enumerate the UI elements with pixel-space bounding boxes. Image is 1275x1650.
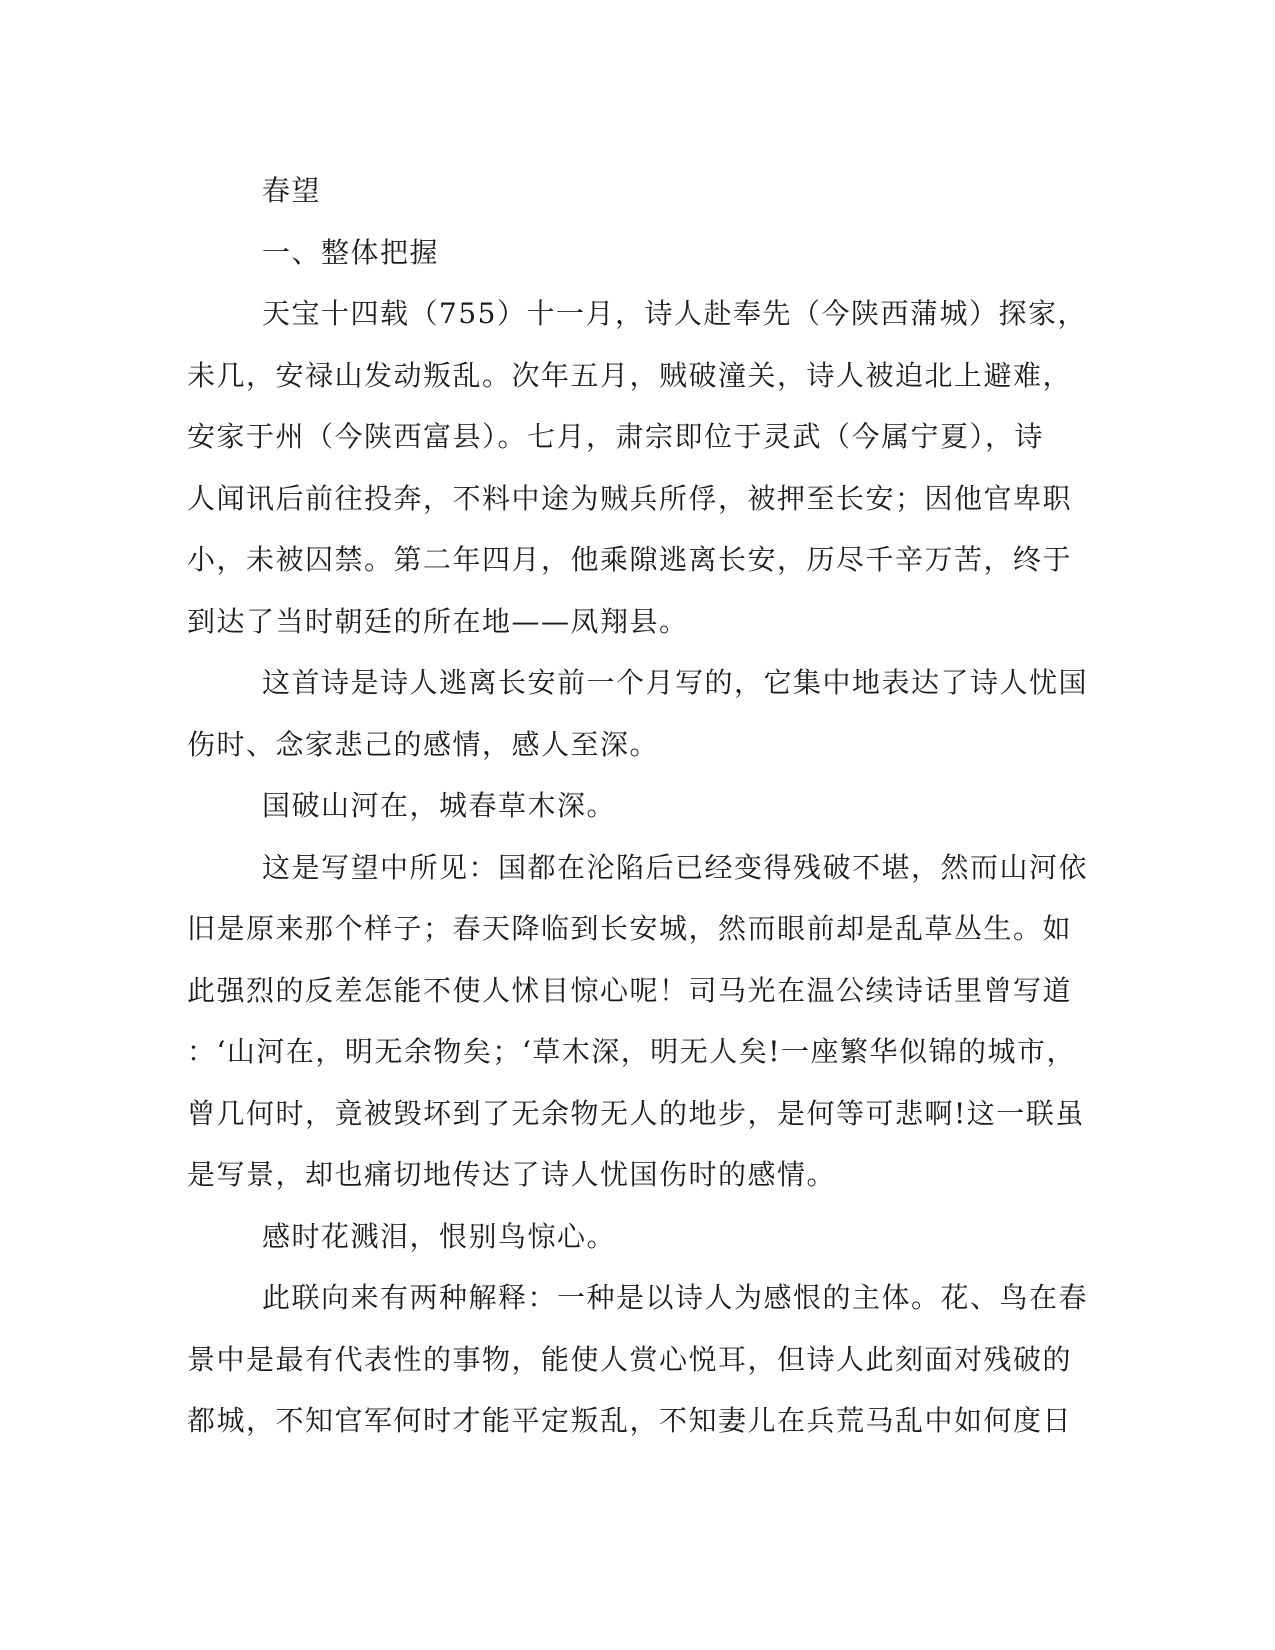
text-line: 未几，安禄山发动叛乱。次年五月，贼破潼关，诗人被迫北上避难， — [187, 358, 1073, 392]
text-line: 小，未被囚禁。第二年四月，他乘隙逃离长安，历尽千辛万苦，终于 — [187, 543, 1073, 576]
text-line: 此联向来有两种解释：一种是以诗人为感恨的主体。花、鸟在春 — [262, 1281, 1089, 1314]
text-line: 这是写望中所见：国都在沦陷后已经变得残破不堪，然而山河依 — [262, 850, 1089, 884]
text-line: 旧是原来那个样子；春天降临到长安城，然而眼前却是乱草丛生。如 — [187, 912, 1073, 945]
verse-line: 感时花溅泪，恨别鸟惊心。 — [262, 1219, 617, 1253]
paragraph-analysis-1 — [187, 837, 1089, 1206]
text-line: 景中是最有代表性的事物，能使人赏心悦耳，但诗人此刻面对残破的 — [187, 1342, 1073, 1376]
paragraph-summary — [187, 652, 1089, 775]
text-line: 这首诗是诗人逃离长安前一个月写的，它集中地表达了诗人忧国 — [262, 666, 1089, 699]
verse-line: 国破山河在，城春草木深。 — [262, 789, 617, 822]
text-line: 此强烈的反差怎能不使人怵目惊心呢！司马光在温公续诗话里曾写道 — [187, 973, 1073, 1007]
section-heading: 一、整体把握 — [262, 235, 440, 269]
text-line: 是写景，却也痛切地传达了诗人忧国伤时的感情。 — [187, 1158, 837, 1191]
paragraph-analysis-2 — [187, 1267, 1089, 1452]
text-line: 安家于州（今陕西富县）。七月，肃宗即位于灵武（今属宁夏），诗 — [187, 420, 1045, 453]
text-line: 人闻讯后前往投奔，不料中途为贼兵所俘，被押至长安；因他官卑职 — [187, 481, 1073, 515]
document-title: 春望 — [262, 174, 322, 207]
text-line: 曾几何时，竟被毁坏到了无余物无人的地步，是何等可悲啊!这一联虽 — [187, 1096, 1085, 1130]
text-line: 伤时、念家悲己的感情，感人至深。 — [187, 727, 660, 761]
text-line: 到达了当时朝廷的所在地——凤翔县。 — [187, 604, 689, 638]
document-body — [187, 160, 1089, 1452]
text-line: 天宝十四载（755）十一月，诗人赴奉先（今陕西蒲城）探家， — [262, 297, 1087, 330]
paragraph-background — [187, 283, 1087, 652]
text-line: ：‘山河在，明无余物矣；‘草木深，明无人矣!一座繁华似锦的城市， — [187, 1035, 1077, 1068]
text-line: 都城，不知官军何时才能平定叛乱，不知妻儿在兵荒马乱中如何度日 — [187, 1404, 1073, 1437]
